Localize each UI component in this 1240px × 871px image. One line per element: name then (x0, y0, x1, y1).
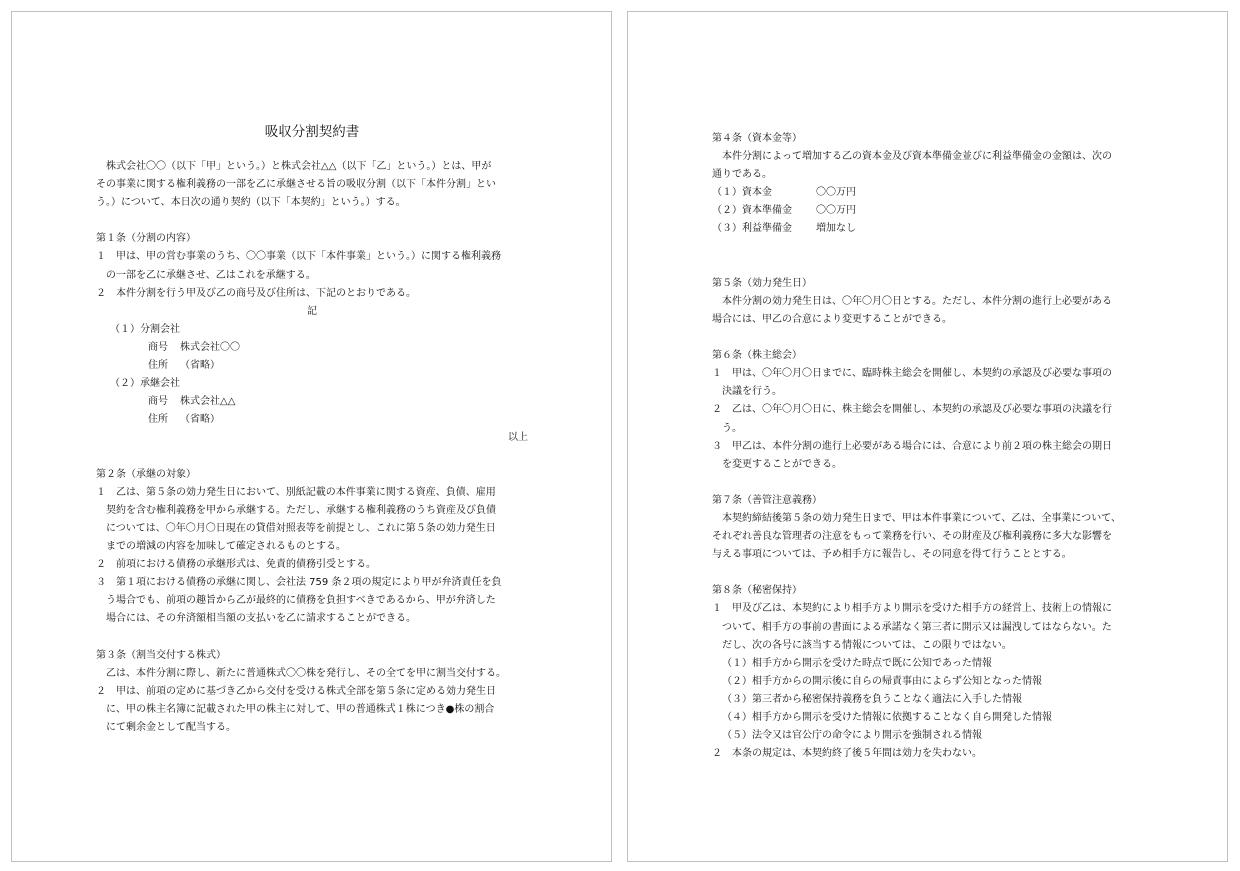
item-label: （３）利益準備金 (712, 223, 792, 235)
list-item: （１）相手方から開示を受けた時点で既に公知であった情報 (722, 657, 992, 669)
list-item: （４）相手方から開示を受けた情報に依拠することなく自ら開発した情報 (722, 712, 1052, 723)
article-1-heading: 第１条（分割の内容） (96, 233, 196, 245)
intro-line: う。）について、本日次の通り契約（以下「本契約」という。）する。 (96, 197, 406, 209)
page-1-content (96, 122, 528, 737)
list-item (712, 184, 1144, 202)
paragraph-line: う場合でも、前項の趣旨から乙が最終的に債務を負担すべきであるから、甲が弁済した (106, 595, 496, 607)
paragraph-line: ２ 本件分割を行う甲及び乙の商号及び住所は、下記のとおりである。 (96, 287, 416, 299)
paragraph-line: 本件分割によって増加する乙の資本金及び資本準備金並びに利益準備金の金額は、次の (722, 151, 1112, 163)
address-value: （省略） (180, 360, 220, 372)
paragraph-line: 与える事項については、予め相手方に報告し、その同意を得て行うこととする。 (712, 549, 1072, 561)
paragraph-line: だし、次の各号に該当する情報については、この限りではない。 (722, 639, 1012, 651)
paragraph-line: ２ 本条の規定は、本契約終了後５年間は効力を失わない。 (712, 748, 982, 760)
name-value: 株式会社△△ (180, 396, 236, 408)
paragraph-line: １ 乙は、第５条の効力発生日において、別紙記載の本件事業に関する資産、負債、雇用 (96, 486, 496, 498)
paragraph-line: の一部を乙に承継させ、乙はこれを承継する。 (106, 269, 316, 281)
paragraph-line: 場合には、甲乙の合意により変更することができる。 (712, 313, 952, 325)
paragraph-line: 契約を含む権利義務を甲から承継する。ただし、承継する権利義務のうち資産及び負債 (106, 504, 496, 516)
paragraph-line: 本件分割の効力発生日は、〇年〇月〇日とする。ただし、本件分割の進行上必要がある (722, 295, 1112, 307)
document-title: 吸収分割契約書 (264, 124, 360, 140)
item-value: 〇〇万円 (816, 205, 856, 217)
paragraph-line: １ 甲及び乙は、本契約により相手方より開示を受けた相手方の経営上、技術上の情報に (712, 603, 1112, 615)
address-key: 住所 (148, 414, 168, 426)
intro-line: その事業に関する権利義務の一部を乙に承継させる旨の吸収分割（以下「本件分割」とい (96, 179, 496, 191)
paragraph-line: １ 甲は、甲の営む事業のうち、〇〇事業（以下「本件事業」という。）に関する権利義務 (96, 251, 501, 263)
name-value: 株式会社〇〇 (180, 341, 240, 353)
list-item (712, 220, 1144, 238)
name-key: 商号 (148, 396, 168, 408)
company-1-name (96, 339, 528, 357)
article-2-heading: 第２条（承継の対象） (96, 468, 196, 480)
article-6-heading: 第６条（株主総会） (712, 350, 802, 362)
paragraph-line: にて剰余金として配当する。 (106, 721, 236, 733)
article-7-heading: 第７条（善管注意義務） (712, 494, 822, 506)
paragraph-line: 通りである。 (712, 169, 772, 181)
paragraph-line: を変更することができる。 (722, 458, 842, 470)
paragraph-line: 乙は、本件分割に際し、新たに普通株式〇〇株を発行し、その全てを甲に割当交付する。 (106, 667, 506, 679)
paragraph-line: までの増減の内容を加味して確定されるものとする。 (106, 540, 346, 552)
article-8-heading: 第８条（秘密保持） (712, 585, 802, 597)
document-page-1 (11, 11, 612, 862)
list-item: （５）法令又は官公庁の命令により開示を強制される情報 (722, 730, 982, 742)
name-key: 商号 (148, 341, 168, 353)
ijo-label: 以上 (508, 432, 528, 444)
address-value: （省略） (180, 414, 220, 426)
company-2-name (96, 393, 528, 411)
ki-label: 記 (307, 305, 317, 317)
company-2-label: （２）承継会社 (110, 378, 180, 390)
page-2-content (712, 130, 1144, 763)
paragraph-line: 場合には、その弁済額相当額の支払いを乙に請求することができる。 (106, 613, 416, 625)
address-key: 住所 (148, 360, 168, 372)
document-page-2 (627, 11, 1228, 862)
item-value: 増加なし (816, 223, 856, 235)
paragraph-line: については、〇年〇月〇日現在の貸借対照表等を前提とし、これに第５条の効力発生日 (106, 522, 496, 534)
item-label: （１）資本金 (712, 187, 772, 199)
list-item: （２）相手方からの開示後に自らの帰責事由によらず公知となった情報 (722, 675, 1042, 687)
paragraph-line: ３ 甲乙は、本件分割の進行上必要がある場合には、合意により前２項の株主総会の期日 (712, 440, 1112, 452)
paragraph-line: １ 甲は、〇年〇月〇日までに、臨時株主総会を開催し、本契約の承認及び必要な事項の (712, 368, 1112, 380)
paragraph-line: ２ 甲は、前項の定めに基づき乙から交付を受ける株式全部を第５条に定める効力発生日 (96, 685, 496, 697)
intro-line: 株式会社〇〇（以下「甲」という。）と株式会社△△（以下「乙」という。）とは、甲が (106, 161, 492, 172)
paragraph-line: ３ 第１項における債務の承継に関し、会社法 759 条２項の規定により甲が弁済責任を負 (96, 577, 502, 589)
paragraph-line: ２ 乙は、〇年〇月〇日に、株主総会を開催し、本契約の承認及び必要な事項の決議を行 (712, 404, 1112, 416)
item-label: （２）資本準備金 (712, 205, 792, 217)
company-1-label: （１）分割会社 (110, 323, 180, 335)
paragraph-line: それぞれ善良な管理者の注意をもって業務を行い、その財産及び権利義務に多大な影響を (712, 531, 1112, 543)
list-item: （３）第三者から秘密保持義務を負うことなく適法に入手した情報 (722, 693, 1022, 705)
paragraph-line: ついて、相手方の事前の書面による承諾なく第三者に開示又は漏洩してはならない。た (722, 621, 1112, 633)
company-1-address (96, 357, 528, 375)
paragraph-line: う。 (722, 422, 742, 434)
list-item (712, 202, 1144, 220)
article-3-heading: 第３条（割当交付する株式） (96, 649, 226, 661)
company-2-address (96, 411, 528, 429)
paragraph-line: に、甲の株主名簿に記載された甲の株主に対して、甲の普通株式１株につき●株の割合 (106, 703, 495, 715)
article-5-heading: 第５条（効力発生日） (712, 277, 812, 289)
article-4-heading: 第４条（資本金等） (712, 133, 802, 144)
paragraph-line: 決議を行う。 (722, 386, 782, 398)
item-value: 〇〇万円 (816, 187, 856, 199)
paragraph-line: ２ 前項における債務の承継形式は、免責的債務引受とする。 (96, 559, 376, 571)
paragraph-line: 本契約締結後第５条の効力発生日まで、甲は本件事業について、乙は、全事業について、 (722, 512, 1121, 524)
